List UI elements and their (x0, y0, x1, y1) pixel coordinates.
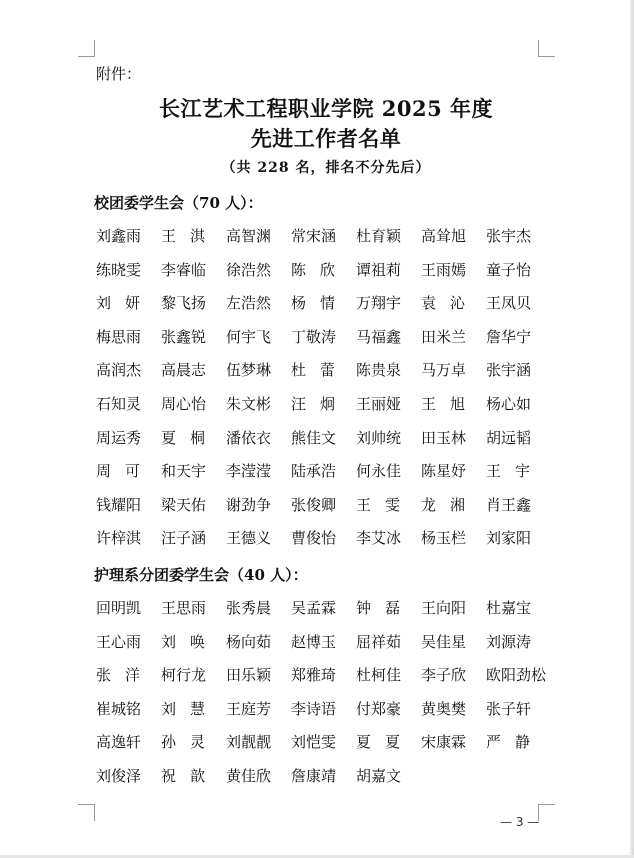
name-entry: 高智渊 (226, 227, 272, 245)
name-entry: 田米兰 (421, 327, 467, 346)
name-entry: 张俊卿 (291, 495, 337, 514)
name-entry: 夏桐 (161, 428, 220, 447)
name-entry: 严静 (486, 733, 545, 752)
name-entry: 宋康霖 (421, 733, 467, 752)
name-entry: 张宇涵 (486, 361, 532, 380)
name-entry: 祝歆 (161, 766, 220, 785)
name-entry: 袁沁 (421, 294, 480, 313)
name-entry: 黄奥樊 (421, 699, 467, 718)
name-entry: 欧阳劲松 (486, 666, 547, 685)
name-entry: 李诗语 (291, 699, 337, 718)
name-entry: 龙湘 (421, 495, 480, 514)
document-title-line-2: 先进工作者名单 (250, 126, 402, 151)
name-entry: 陈贵泉 (356, 361, 402, 380)
name-entry: 梅思雨 (96, 327, 142, 346)
name-entry: 高耸旭 (421, 227, 467, 245)
name-entry: 付郑豪 (356, 699, 402, 718)
name-entry: 孙灵 (161, 733, 220, 752)
name-entry: 高逸轩 (96, 733, 142, 752)
name-entry: 黎飞扬 (161, 294, 207, 313)
name-entry: 刘靓靓 (226, 733, 272, 752)
name-entry: 刘俊泽 (96, 766, 142, 785)
name-entry: 吴孟霖 (291, 598, 337, 617)
name-entry: 王宇 (486, 462, 545, 481)
name-entry: 常宋涵 (291, 227, 337, 245)
name-entry: 高晨志 (161, 361, 207, 380)
name-entry: 王心雨 (96, 632, 142, 651)
name-list (96, 220, 556, 556)
name-entry: 肖王鑫 (486, 495, 532, 514)
name-entry: 伍梦琳 (226, 361, 272, 380)
name-entry: 赵博玉 (291, 632, 337, 651)
name-entry: 刘慧 (161, 699, 220, 718)
name-entry: 杜育颖 (356, 227, 402, 245)
name-entry: 田玉林 (421, 428, 467, 447)
section-heading: 护理系分团委学生会（40 人）： (94, 565, 308, 584)
section-nursing-league (96, 562, 556, 794)
name-entry: 练晓雯 (96, 260, 142, 279)
name-entry: 马福鑫 (356, 327, 402, 346)
name-entry: 刘妍 (96, 294, 155, 313)
name-entry: 梁天佑 (161, 495, 207, 514)
document-subtitle: （共 228 名，排名不分先后） (221, 160, 431, 176)
name-entry: 马万卓 (421, 361, 467, 380)
name-entry: 李艾冰 (356, 529, 402, 548)
name-entry: 刘源涛 (486, 632, 532, 651)
name-entry: 徐浩然 (226, 260, 272, 279)
name-entry: 何宇飞 (226, 327, 272, 346)
name-entry: 刘家阳 (486, 529, 532, 548)
name-entry: 王思雨 (161, 598, 207, 617)
crop-mark-bottom-left (78, 804, 95, 821)
name-entry: 李子欣 (421, 666, 467, 685)
name-entry: 杜蕾 (291, 361, 350, 380)
name-entry: 夏夏 (356, 733, 415, 752)
name-entry: 钟磊 (356, 598, 415, 617)
name-entry: 谭祖莉 (356, 260, 402, 279)
name-entry: 丁敬涛 (291, 327, 337, 346)
name-entry: 童子怡 (486, 260, 532, 279)
name-entry: 李滢滢 (226, 462, 272, 481)
name-entry: 王丽娅 (356, 394, 402, 413)
name-entry: 王旭 (421, 394, 480, 413)
name-entry: 曹俊怡 (291, 529, 337, 548)
crop-mark-top-right (538, 40, 555, 57)
document-title-line-1: 长江艺术工程职业学院 2025 年度 (158, 96, 494, 121)
name-entry: 杨向茹 (226, 632, 272, 651)
name-entry: 王雯 (356, 495, 415, 514)
name-entry: 万翔宇 (356, 294, 402, 313)
name-entry: 许梓淇 (96, 529, 142, 548)
name-entry: 杜柯佳 (356, 666, 402, 685)
name-entry: 杨玉栏 (421, 529, 467, 548)
name-entry: 屈祥茹 (356, 632, 402, 651)
crop-mark-top-left (78, 40, 95, 57)
name-entry: 刘恺雯 (291, 733, 337, 752)
name-entry: 王德义 (226, 529, 272, 548)
name-entry: 周心怡 (161, 394, 207, 413)
name-entry: 回明凯 (96, 598, 142, 617)
name-entry: 张宇杰 (486, 227, 532, 245)
name-entry: 周可 (96, 462, 155, 481)
name-entry: 王淇 (161, 227, 220, 245)
name-entry: 谢劲争 (226, 495, 272, 514)
name-entry: 胡远韬 (486, 428, 532, 447)
name-entry: 杨情 (291, 294, 350, 313)
name-entry: 潘依衣 (226, 428, 272, 447)
name-entry: 汪炯 (291, 394, 350, 413)
name-entry: 郑雅琦 (291, 666, 337, 685)
name-entry: 周运秀 (96, 428, 142, 447)
name-entry: 张鑫锐 (161, 327, 207, 346)
name-entry: 张秀晨 (226, 598, 272, 617)
name-entry: 吴佳星 (421, 632, 467, 651)
name-entry: 詹华宁 (486, 327, 532, 346)
name-entry: 王庭芳 (226, 699, 272, 718)
section-school-league (96, 190, 556, 556)
name-entry: 高润杰 (96, 361, 142, 380)
name-entry: 石知灵 (96, 394, 142, 413)
name-entry: 朱文彬 (226, 394, 272, 413)
name-entry: 田乐颖 (226, 666, 272, 685)
name-entry: 钱耀阳 (96, 495, 142, 514)
name-entry: 王向阳 (421, 598, 467, 617)
name-entry: 杨心如 (486, 394, 532, 413)
name-entry: 詹康靖 (291, 766, 337, 785)
name-entry: 左浩然 (226, 294, 272, 313)
name-entry: 张子轩 (486, 699, 532, 718)
page-number: — 3 — (500, 815, 540, 829)
name-entry: 刘鑫雨 (96, 227, 142, 245)
page-edge (630, 0, 634, 858)
name-entry: 刘唤 (161, 632, 220, 651)
document-body (96, 62, 556, 794)
name-entry: 张洋 (96, 666, 155, 685)
name-entry: 李睿临 (161, 260, 207, 279)
name-entry: 崔城铭 (96, 699, 142, 718)
name-entry: 刘帅统 (356, 428, 402, 447)
name-entry: 胡嘉文 (356, 766, 402, 785)
name-entry: 柯行龙 (161, 666, 207, 685)
name-list (96, 592, 556, 794)
name-entry: 汪子涵 (161, 529, 207, 548)
name-entry: 和天宇 (161, 462, 207, 481)
name-entry: 陈欣 (291, 260, 350, 279)
name-entry: 王凤贝 (486, 294, 532, 313)
name-entry: 黄佳欣 (226, 766, 272, 785)
attachment-label: 附件： (96, 65, 142, 83)
name-entry: 何永佳 (356, 462, 402, 481)
name-entry: 熊佳文 (291, 428, 337, 447)
name-entry: 王雨嫣 (421, 260, 467, 279)
name-entry: 杜嘉宝 (486, 598, 532, 617)
crop-mark-bottom-right (538, 804, 555, 821)
name-entry: 陈星妤 (421, 462, 467, 481)
section-heading: 校团委学生会（70 人）： (94, 194, 263, 212)
name-entry: 陆承浩 (291, 462, 337, 481)
